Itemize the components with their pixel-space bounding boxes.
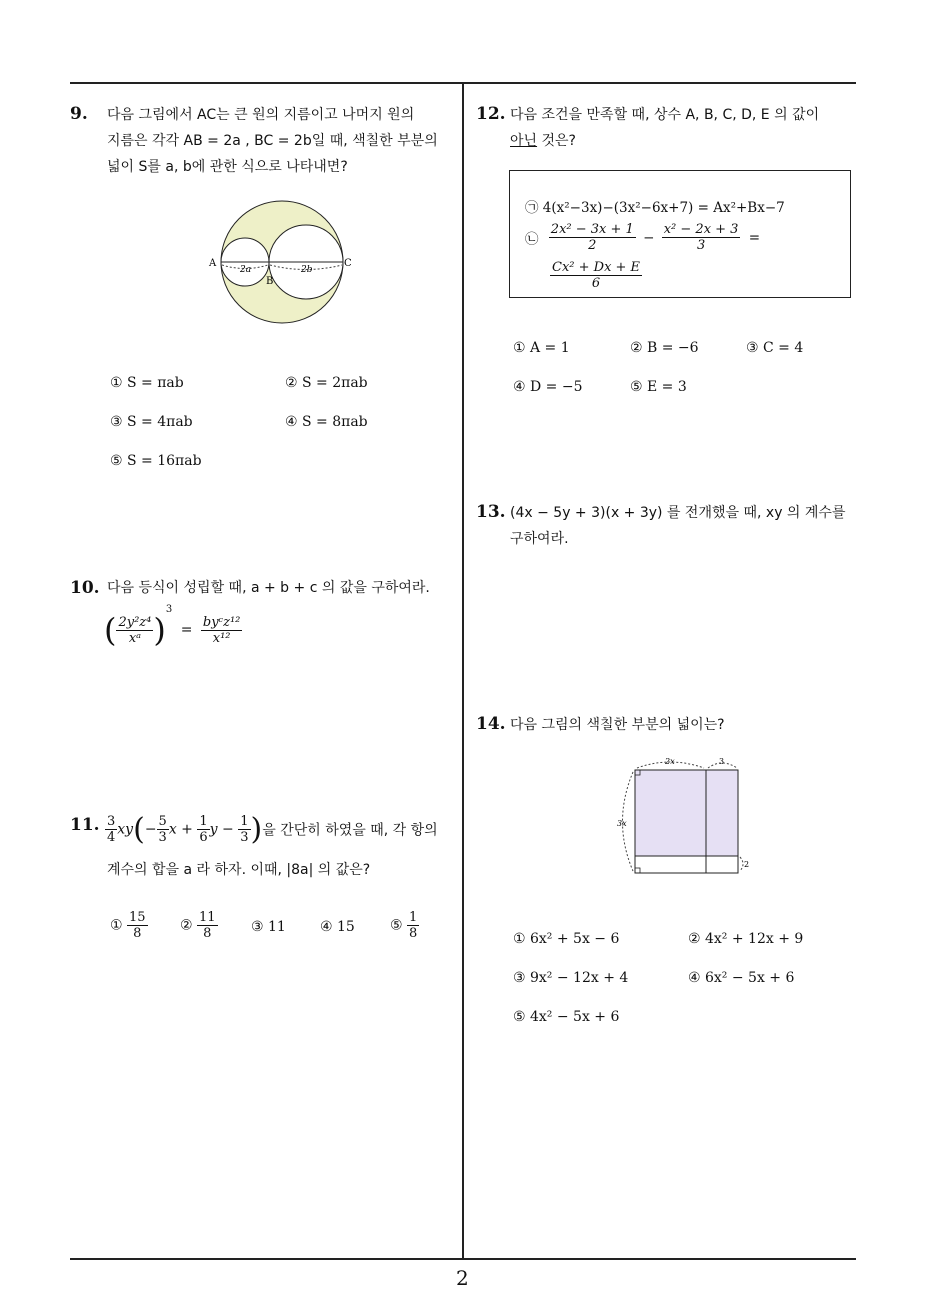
q9-circle-figure [200,196,360,326]
q10-rhs-num: byᶜz¹² [202,614,241,630]
q12-line1: 다음 조건을 만족할 때, 상수 A, B, C, D, E 의 값이 [510,107,820,123]
q11-coef-den: 4 [107,830,116,845]
q11-option-5[interactable]: ⑤ $\frac{1}{8}$ [390,910,418,941]
shaded-region [635,770,738,856]
q11-t2-num: 1 [199,814,208,829]
q12-cond2: ㉡ $\frac{\text{2x² − 3x + 1}}{2}$ − $\frac{\text{x² − 2x + 3}}{3}$ = [525,222,761,253]
q13-number: 13. [476,502,506,522]
q9-option-5[interactable]: ⑤ S = 16πab [110,453,202,469]
dim-2: 2 [744,860,750,869]
q10-power: 3 [165,604,173,615]
q10-number: 10. [70,578,100,598]
q11-option-2[interactable]: ② $\frac{11}{8}$ [180,910,216,941]
q14-option-3[interactable]: ③ 9x² − 12x + 4 [513,970,629,986]
q12-line2: 아닌 것은? [510,133,576,149]
dim-3: 3 [719,757,725,766]
q11-t3-num: 1 [240,814,249,829]
q14-option-1[interactable]: ① 6x² + 5x − 6 [513,931,620,947]
q12-option-5[interactable]: ⑤ E = 3 [630,379,687,395]
q11-option-3[interactable]: ③ 11 [251,919,286,935]
q12-cond1: ㉠ 4(x²−3x)−(3x²−6x+7) = Ax²+Bx−7 [525,200,785,216]
q9-option-1[interactable]: ① S = πab [110,375,184,391]
dim-3x: 3x [617,819,627,828]
seg-2b: 2b [301,265,313,275]
q11-number: 11. [70,815,100,835]
q14-number: 14. [476,714,506,734]
q10-lhs-den: xᵃ [128,630,142,646]
label-a: A [209,258,217,269]
page-number: 2 [456,1266,469,1290]
q12-not-emphasis: 아닌 [510,133,538,149]
dim-2x: 2x [665,757,675,766]
q12-option-2[interactable]: ② B = −6 [630,340,699,356]
q11-expression: $\frac{3}{4}$ xy(− $\frac{5}{3}$ x + $\frac{1}{6}$ y − $\frac{1}{3}$ )을 간단히 하였을 때, 각 항의 [107,812,438,847]
q9-line3: 넓이 S를 a, b에 관한 식으로 나타내면? [107,159,348,175]
q11-t3-den: 3 [240,830,249,845]
q9-line2: 지름은 각각 AB = 2a , BC = 2b일 때, 색칠한 부분의 [107,133,438,149]
label-b: B [266,276,274,287]
q10-lhs-num: 2y²z⁴ [118,614,152,630]
column-divider [462,83,464,1258]
q9-option-3[interactable]: ③ S = 4πab [110,414,193,430]
seg-2a: 2a [240,265,252,275]
q10-rhs-den: x¹² [212,630,231,646]
q11-t1-den: 3 [158,830,167,845]
q11-option-4[interactable]: ④ 15 [320,919,355,935]
q14-option-2[interactable]: ② 4x² + 12x + 9 [688,931,804,947]
q13-line1: (4x − 5y + 3)(x + 3y) 를 전개했을 때, xy 의 계수를 [510,505,846,521]
q9-number: 9. [70,104,88,124]
q11-t1-num: 5 [158,814,167,829]
label-c: C [344,258,352,269]
q14-option-5[interactable]: ⑤ 4x² − 5x + 6 [513,1009,620,1025]
q12-cond2-rhs: $\frac{\text{Cx² + Dx + E}}{6}$ [552,260,641,291]
q11-t2-den: 6 [199,830,208,845]
q10-text: 다음 등식이 성립할 때, a + b + c 의 값을 구하여라. [107,580,430,596]
q12-number: 12. [476,104,506,124]
q11-option-1[interactable]: ① $\frac{15}{8}$ [110,910,146,941]
q14-option-4[interactable]: ④ 6x² − 5x + 6 [688,970,795,986]
q10-equation: ( $\frac{\text{2y²z⁴}}{\text{xᵃ}}$ )$^3$ = $\frac{\text{byᶜz¹²}}{\text{x¹²}}$ [104,604,241,649]
q9-option-4[interactable]: ④ S = 8πab [285,414,368,430]
q12-option-4[interactable]: ④ D = −5 [513,379,583,395]
q11-line2: 계수의 합을 a 라 하자. 이때, |8a| 의 값은? [107,862,371,878]
q13-line2: 구하여라. [510,531,569,547]
q11-coef-num: 3 [107,814,116,829]
q11-line1-tail: 을 간단히 하였을 때, 각 항의 [262,822,438,839]
q12-option-3[interactable]: ③ C = 4 [746,340,804,356]
bottom-rule [70,1258,856,1260]
q11-xy: xy [117,821,134,838]
q9-line1: 다음 그림에서 AC는 큰 원의 지름이고 나머지 원의 [107,107,415,123]
q14-rectangle-figure [610,752,760,880]
q12-option-1[interactable]: ① A = 1 [513,340,570,356]
q9-option-2[interactable]: ② S = 2πab [285,375,368,391]
q14-text: 다음 그림의 색칠한 부분의 넓이는? [510,717,725,733]
